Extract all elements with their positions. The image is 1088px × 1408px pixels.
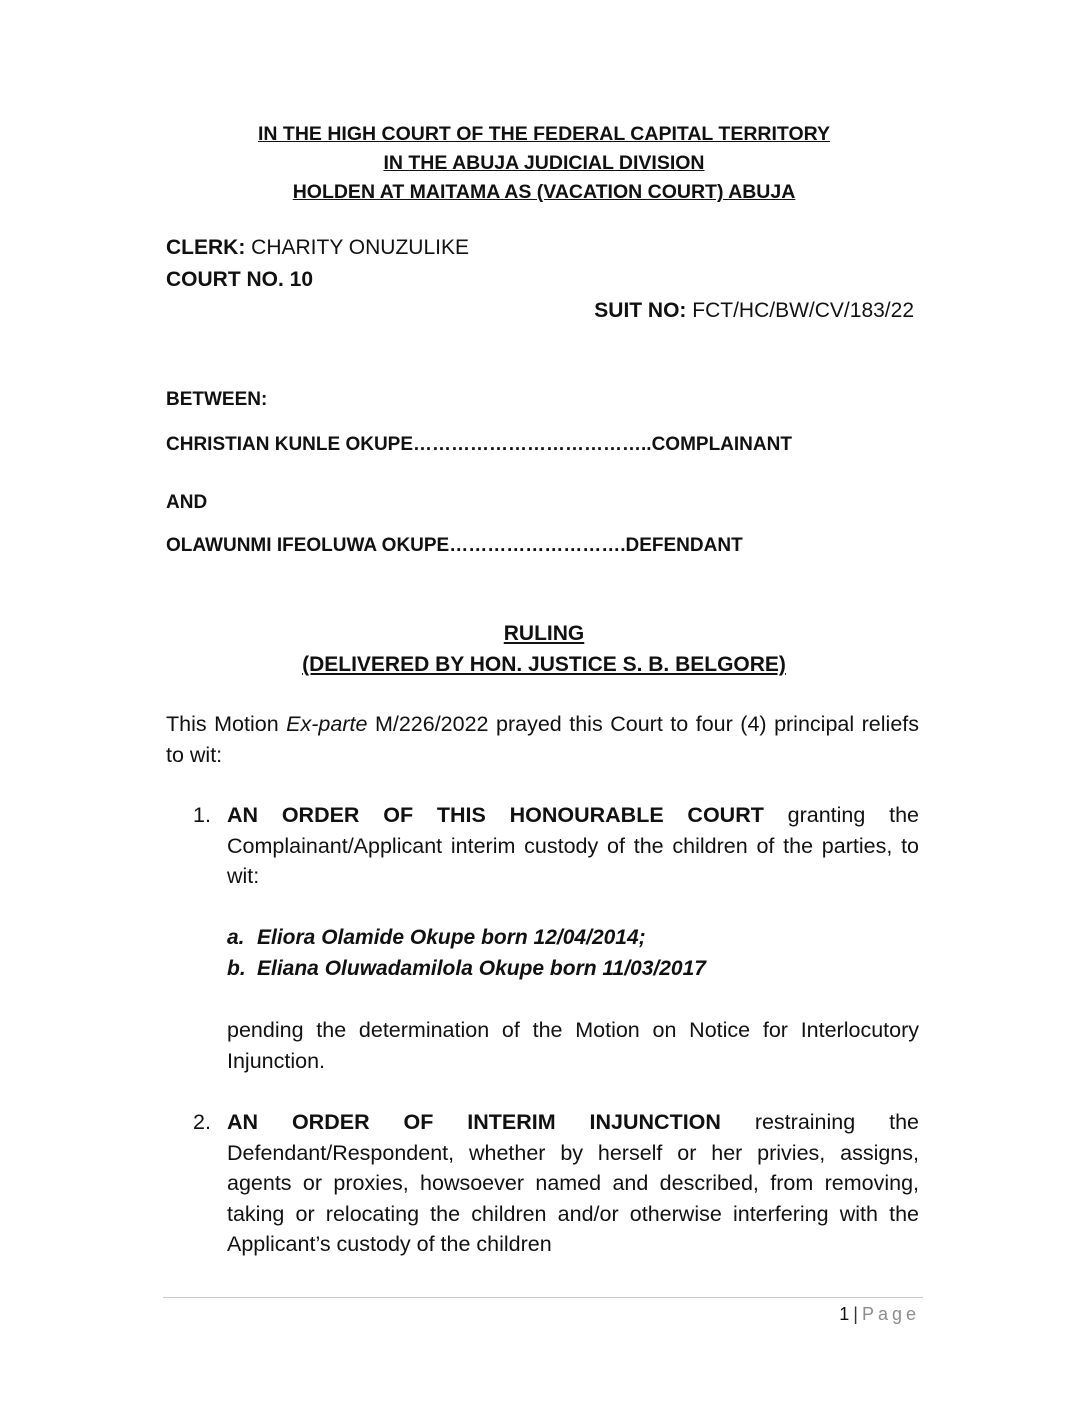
- clerk-line: [166, 233, 469, 263]
- intro-paragraph: [166, 709, 919, 770]
- relief-2-body: restraining the Defendant/Respondent, whether by herself or her privies, assigns, agents or proxies, howsoever named and described, from removing, taking or relocating the children and/or otherwise interfering with the Applicant’s custody of the children: [227, 1110, 919, 1256]
- court-header: [160, 120, 928, 207]
- suit-label: SUIT NO:: [594, 299, 687, 322]
- defendant-line: OLAWUNMI IFEOLUWA OKUPE……………………….DEFENDANT: [166, 535, 743, 556]
- intro-italic-term: Ex-parte: [286, 712, 368, 736]
- relief-2-number: 2.: [193, 1110, 211, 1134]
- relief-2-bold: AN ORDER OF INTERIM INJUNCTION: [227, 1110, 721, 1134]
- between-label: BETWEEN:: [166, 389, 268, 410]
- court-number: COURT NO. 10: [166, 268, 314, 291]
- relief-1-closing: pending the determination of the Motion on Notice for Interlocutory Injunction.: [227, 1018, 919, 1073]
- court-header-line-2: IN THE ABUJA JUDICIAL DIVISION: [383, 152, 705, 174]
- page-label: Page: [861, 1304, 920, 1324]
- ruling-subtitle: (DELIVERED BY HON. JUSTICE S. B. BELGORE): [302, 653, 786, 676]
- ruling-heading: [160, 618, 928, 680]
- page-footer: [839, 1302, 920, 1326]
- suit-number-line: [594, 296, 914, 326]
- ruling-title: RULING: [503, 622, 585, 645]
- footer-separator: |: [853, 1304, 858, 1324]
- intro-text-start: This Motion: [166, 712, 287, 736]
- relief-1-text: [227, 800, 919, 892]
- page-number: 1: [839, 1304, 850, 1324]
- child-item-a: [227, 923, 646, 954]
- suit-number: FCT/HC/BW/CV/183/22: [686, 299, 914, 322]
- clerk-name: CHARITY ONUZULIKE: [245, 236, 469, 259]
- relief-1-body: granting the Complainant/Applicant interim custody of the children of the parties, to wit:: [227, 803, 919, 888]
- child-item-a-letter: a.: [227, 926, 245, 949]
- child-item-a-text: Eliora Olamide Okupe born 12/04/2014;: [257, 926, 646, 949]
- intro-text-end: M/226/2022 prayed this Court to four (4) principal reliefs to wit:: [166, 712, 919, 767]
- court-header-line-3: HOLDEN AT MAITAMA AS (VACATION COURT) ABUJA: [292, 181, 796, 203]
- and-label: AND: [166, 492, 208, 513]
- footer-divider: [163, 1297, 923, 1298]
- relief-1-number: 1.: [193, 803, 211, 827]
- child-item-b-letter: b.: [227, 957, 246, 980]
- child-item-b-text: Eliana Oluwadamilola Okupe born 11/03/2017: [257, 957, 706, 980]
- child-item-b: [227, 954, 706, 985]
- relief-2-text: [227, 1107, 919, 1260]
- relief-1-bold: AN ORDER OF THIS HONOURABLE COURT: [227, 803, 764, 827]
- clerk-label: CLERK:: [166, 236, 246, 259]
- complainant-line: CHRISTIAN KUNLE OKUPE………………………………..COMPLAINANT: [166, 434, 792, 455]
- court-header-line-1: IN THE HIGH COURT OF THE FEDERAL CAPITAL TERRITORY: [257, 123, 830, 145]
